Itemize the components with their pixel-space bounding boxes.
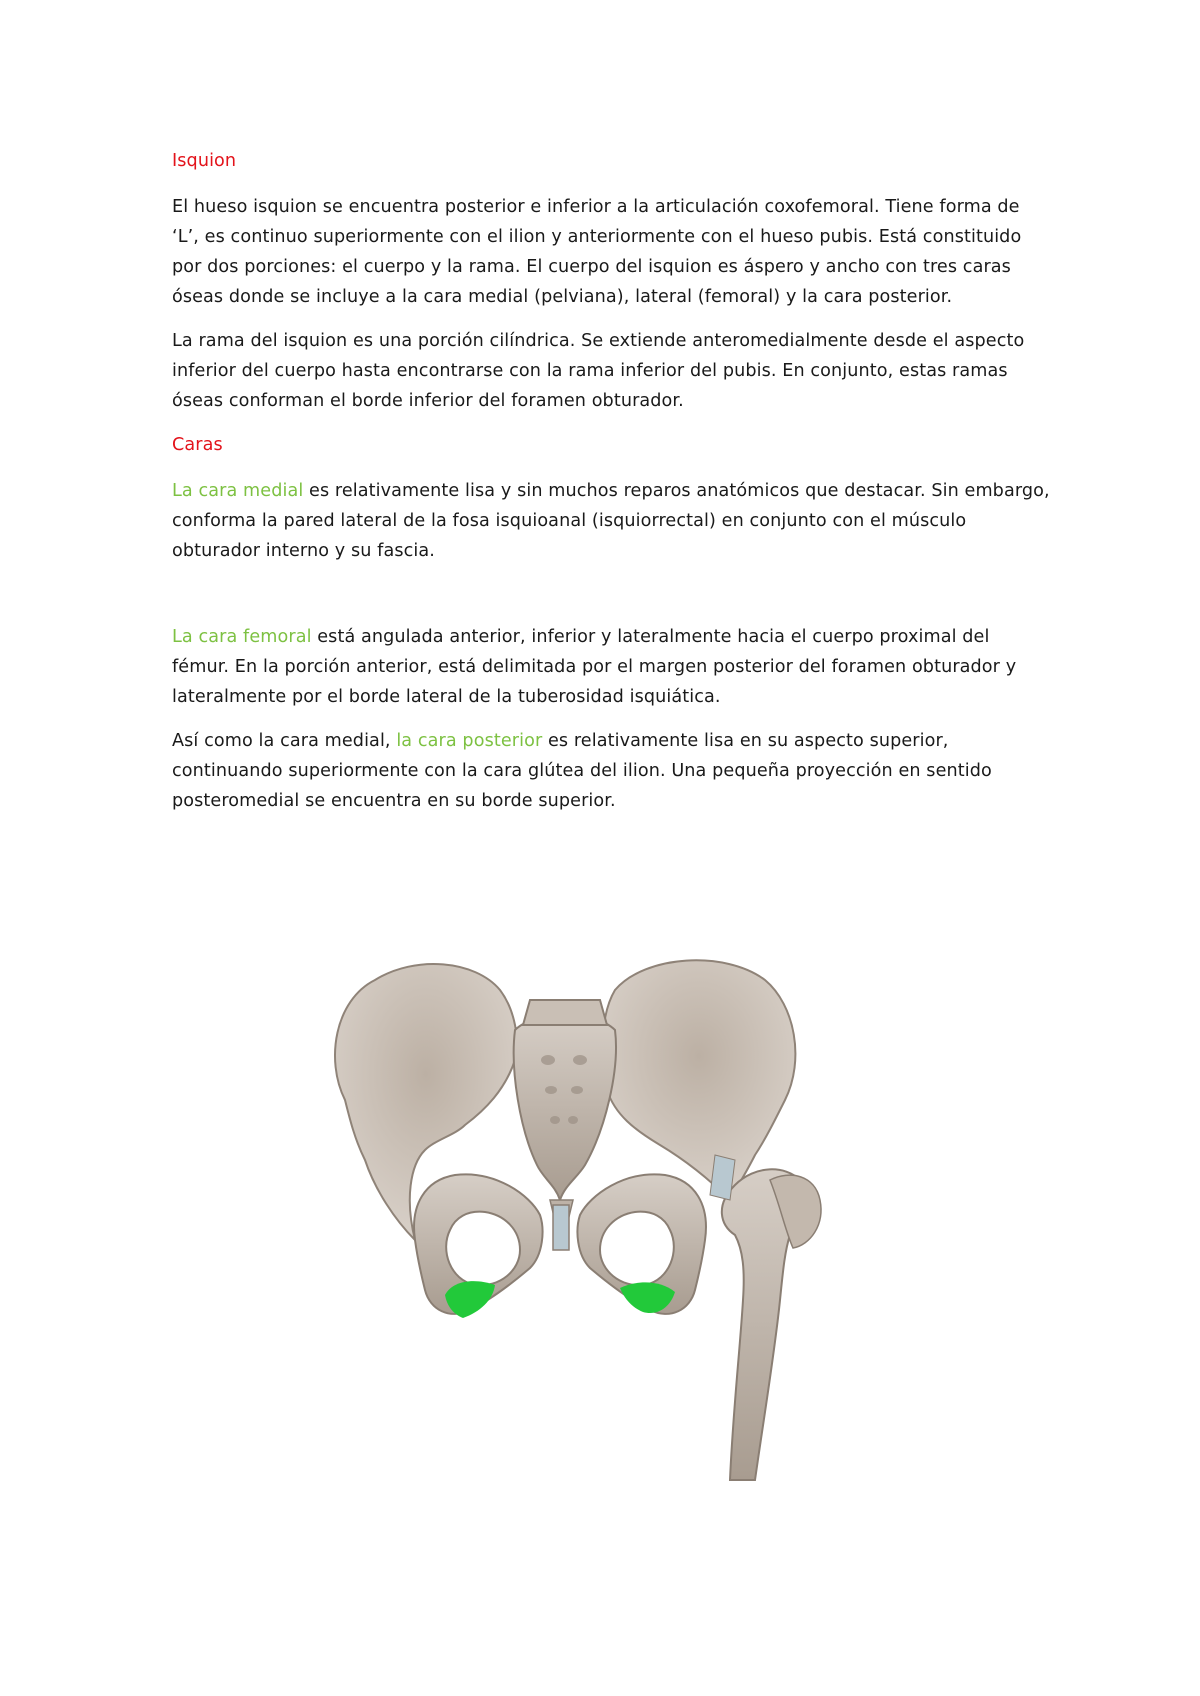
term-cara-femoral: La cara femoral xyxy=(172,627,312,647)
term-cara-medial: La cara medial xyxy=(172,481,304,501)
paragraph-rama-isquion: La rama del isquion es una porción cilíndrica. Se extiende anteromedialmente desde el aspecto inferior del cuerpo hasta encontrarse con la rama inferior del pubis. En conjunto, estas ramas óseas conforman el borde inferior del foramen obturador. xyxy=(172,331,1025,411)
text-cara-medial: es relativamente lisa y sin muchos reparos anatómicos que destacar. Sin embargo, conforma la pared lateral de la fosa isquioanal (isquiorrectal) en conjunto con el músculo obturador interno y su fascia. xyxy=(172,481,1050,561)
paragraph-isquion-intro: El hueso isquion se encuentra posterior e inferior a la articulación coxofemoral. Tiene forma de ‘L’, es continuo superiormente con el ilion y anteriormente con el hueso pubis. Está constituido por dos porciones: el cuerpo y la rama. El cuerpo del isquion es áspero y ancho con tres caras óseas donde se incluye a la cara medial (pelviana), lateral (femoral) y la cara posterior. xyxy=(172,197,1022,307)
text-cara-femoral: está angulada anterior, inferior y lateralmente hacia el cuerpo proximal del fémur. En la porción anterior, está delimitada por el margen posterior del foramen obturador y lateralmente por el borde lateral de la tuberosidad isquiática. xyxy=(172,627,1017,707)
pubic-symphysis xyxy=(553,1205,569,1250)
text-cara-posterior: es relativamente lisa en su aspecto superior, continuando superiormente con la cara glútea del ilion. Una pequeña proyección en sentido posteromedial se encuentra en su borde superior. xyxy=(172,731,992,811)
blank-line xyxy=(172,580,1052,622)
term-cara-posterior: la cara posterior xyxy=(396,731,543,751)
sacrum xyxy=(514,1015,616,1200)
document-body xyxy=(172,146,1052,830)
right-ilium xyxy=(602,960,795,1200)
paragraph-cara-posterior xyxy=(172,726,1052,816)
pelvis-anatomy-image xyxy=(315,950,905,1500)
hip-joint xyxy=(710,1155,735,1200)
text-cara-posterior-lead: Así como la cara medial, xyxy=(172,731,397,751)
paragraph-cara-medial xyxy=(172,476,1052,566)
section-heading-caras: Caras xyxy=(172,435,223,455)
lumbar-vertebra xyxy=(523,1000,607,1025)
paragraph-cara-femoral xyxy=(172,622,1052,712)
pelvis-illustration xyxy=(315,950,905,1500)
section-heading-isquion: Isquion xyxy=(172,151,237,171)
